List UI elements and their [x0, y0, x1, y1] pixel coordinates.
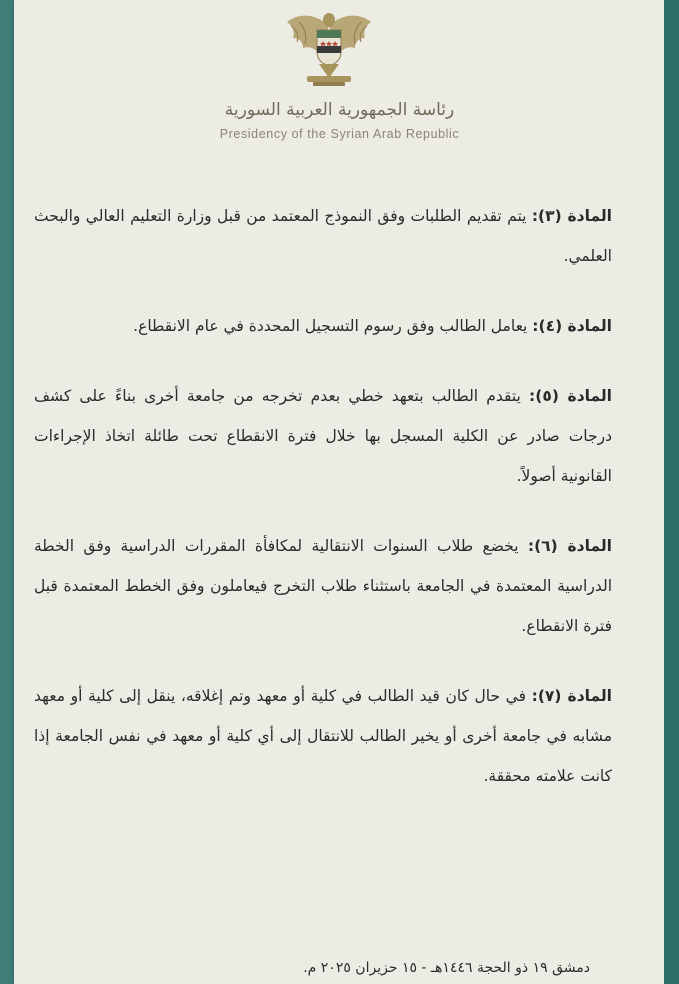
article-label: المادة (٥):	[529, 387, 612, 405]
article-7	[34, 676, 612, 796]
article-6	[34, 526, 612, 646]
article-text: يعامل الطالب وفق رسوم التسجيل المحددة في عام الانقطاع.	[133, 317, 528, 335]
header-title-arabic: رئاسة الجمهورية العربية السورية	[224, 100, 455, 120]
article-label: المادة (٧):	[531, 687, 612, 705]
article-label: المادة (٤):	[532, 317, 612, 335]
document-date-line: دمشق ١٩ ذو الحجة ١٤٤٦هـ - ١٥ حزيران ٢٠٢٥ م.	[303, 960, 590, 976]
article-3	[34, 196, 612, 276]
header-title-english: Presidency of the Syrian Arab Republic	[219, 127, 460, 141]
article-label: المادة (٦):	[527, 537, 612, 555]
article-text: في حال كان قيد الطالب في كلية أو معهد وتم إغلاقه، ينقل إلى كلية أو معهد مشابه في جامعة أخرى أو يخير الطالب للانتقال إلى أي كلية أو معهد في نفس الجامعة إذا كانت علامته محققة.	[34, 687, 612, 785]
article-text: يتم تقديم الطلبات وفق النموذج المعتمد من قبل وزارة التعليم العالي والبحث العلمي.	[34, 207, 612, 265]
article-text: يتقدم الطالب بتعهد خطي بعدم تخرجه من جامعة أخرى بناءً على كشف درجات صادر عن الكلية المسجل بها خلال فترة الانقطاع تحت طائلة اتخاذ الإجراءات القانونية أصولاً.	[34, 387, 612, 485]
article-4	[34, 306, 612, 346]
page-edge	[664, 0, 679, 984]
document-body	[34, 196, 612, 826]
syrian-eagle-emblem-icon	[281, 8, 377, 88]
article-label: المادة (٣):	[531, 207, 612, 225]
article-text: يخضع طلاب السنوات الانتقالية لمكافأة المقررات الدراسية وفق الخطة الدراسية المعتمدة في الجامعة باستثناء طلاب التخرج فيعاملون وفق الخطط المعتمدة قبل فترة الانقطاع.	[34, 537, 612, 635]
article-5	[34, 376, 612, 496]
